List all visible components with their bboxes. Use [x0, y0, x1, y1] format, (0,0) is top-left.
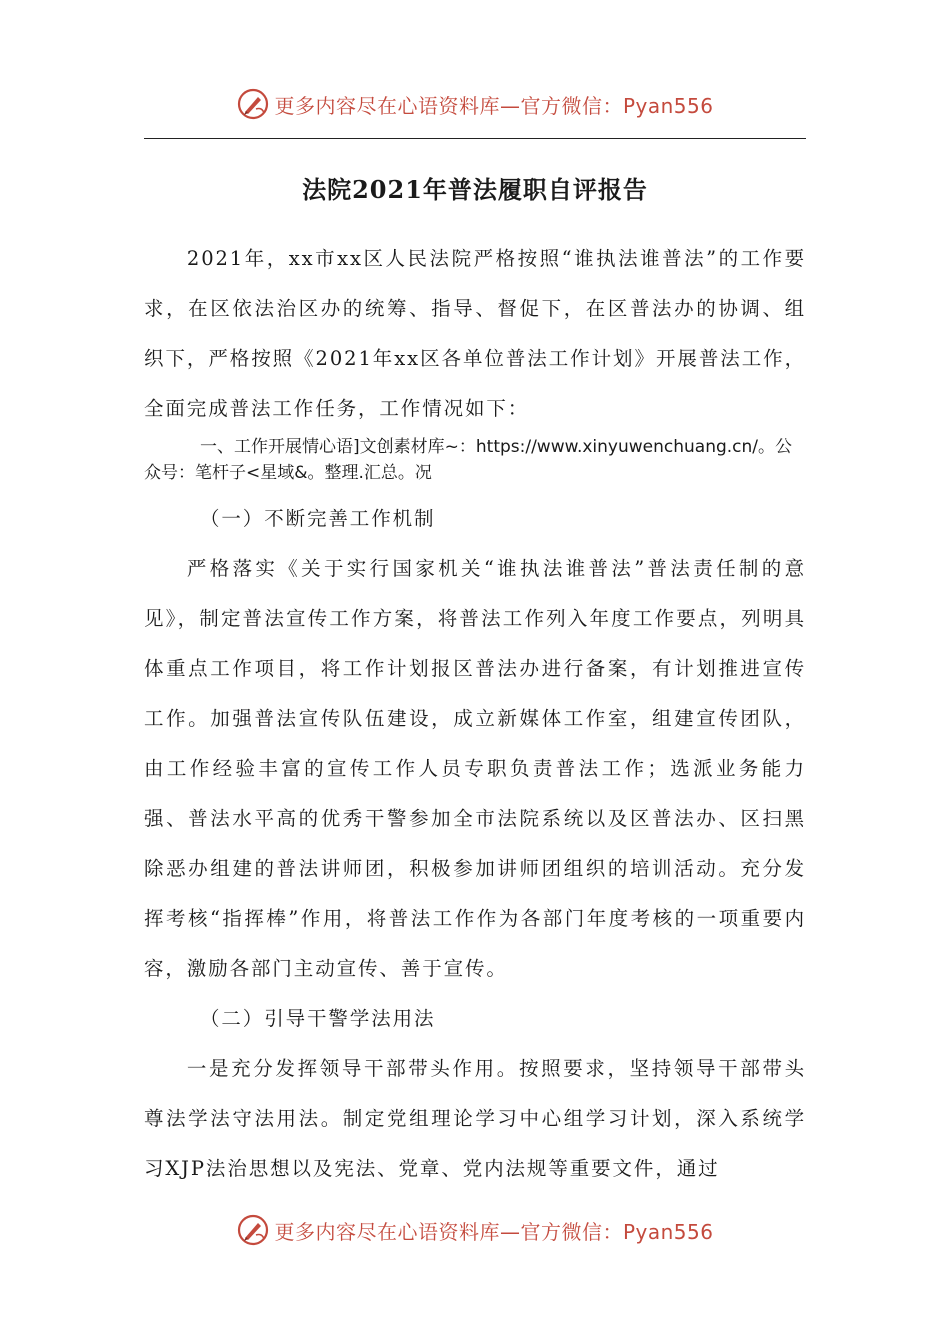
section2-heading: （二）引导干警学法用法	[200, 1007, 436, 1030]
intro-paragraph: 2021年，xx市xx区人民法院严格按照“谁执法谁普法”的工作要求，在区依法治区办的统筹、指导、督促下，在区普法办的协调、组织下，严格按照《2021年xx区各单位普法工作计划》开展普法工作，全面完成普法工作任务，工作情况如下：	[144, 247, 806, 420]
section2-paragraph: 一是充分发挥领导干部带头作用。按照要求，坚持领导干部带头尊法学法守法用法。制定党组理论学习中心组学习计划，深入系统学习XJP法治思想以及宪法、党章、党内法规等重要文件，通过	[144, 1057, 806, 1180]
document-title: 法院2021年普法履职自评报告	[302, 175, 648, 204]
section-heading-note: 一、工作开展情心语]文创素材库~：https://www.xinyuwenchuang.cn/。公众号：笔杆子<星域&。整理.汇总。况	[144, 437, 793, 483]
pen-logo-icon	[236, 87, 270, 121]
document-body	[144, 234, 806, 1194]
header-divider	[144, 138, 806, 139]
watermark-text: 更多内容尽在心语资料库—官方微信：Pyan556	[274, 1219, 714, 1244]
section1-paragraph: 严格落实《关于实行国家机关“谁执法谁普法”普法责任制的意见》，制定普法宣传工作方案，将普法工作列入年度工作要点，列明具体重点工作项目，将工作计划报区普法办进行备案，有计划推进宣传工作。加强普法宣传队伍建设，成立新媒体工作室，组建宣传团队，由工作经验丰富的宣传工作人员专职负责普法工作；选派业务能力强、普法水平高的优秀干警参加全市法院系统以及区普法办、区扫黑除恶办组建的普法讲师团，积极参加讲师团组织的培训活动。充分发挥考核“指挥棒”作用，将普法工作作为各部门年度考核的一项重要内容，激励各部门主动宣传、善于宣传。	[144, 557, 806, 980]
footer-watermark	[0, 1208, 950, 1252]
header-watermark	[0, 82, 950, 126]
pen-logo-icon	[236, 1213, 270, 1247]
watermark-text: 更多内容尽在心语资料库—官方微信：Pyan556	[274, 93, 714, 118]
section1-heading: （一）不断完善工作机制	[200, 507, 436, 530]
